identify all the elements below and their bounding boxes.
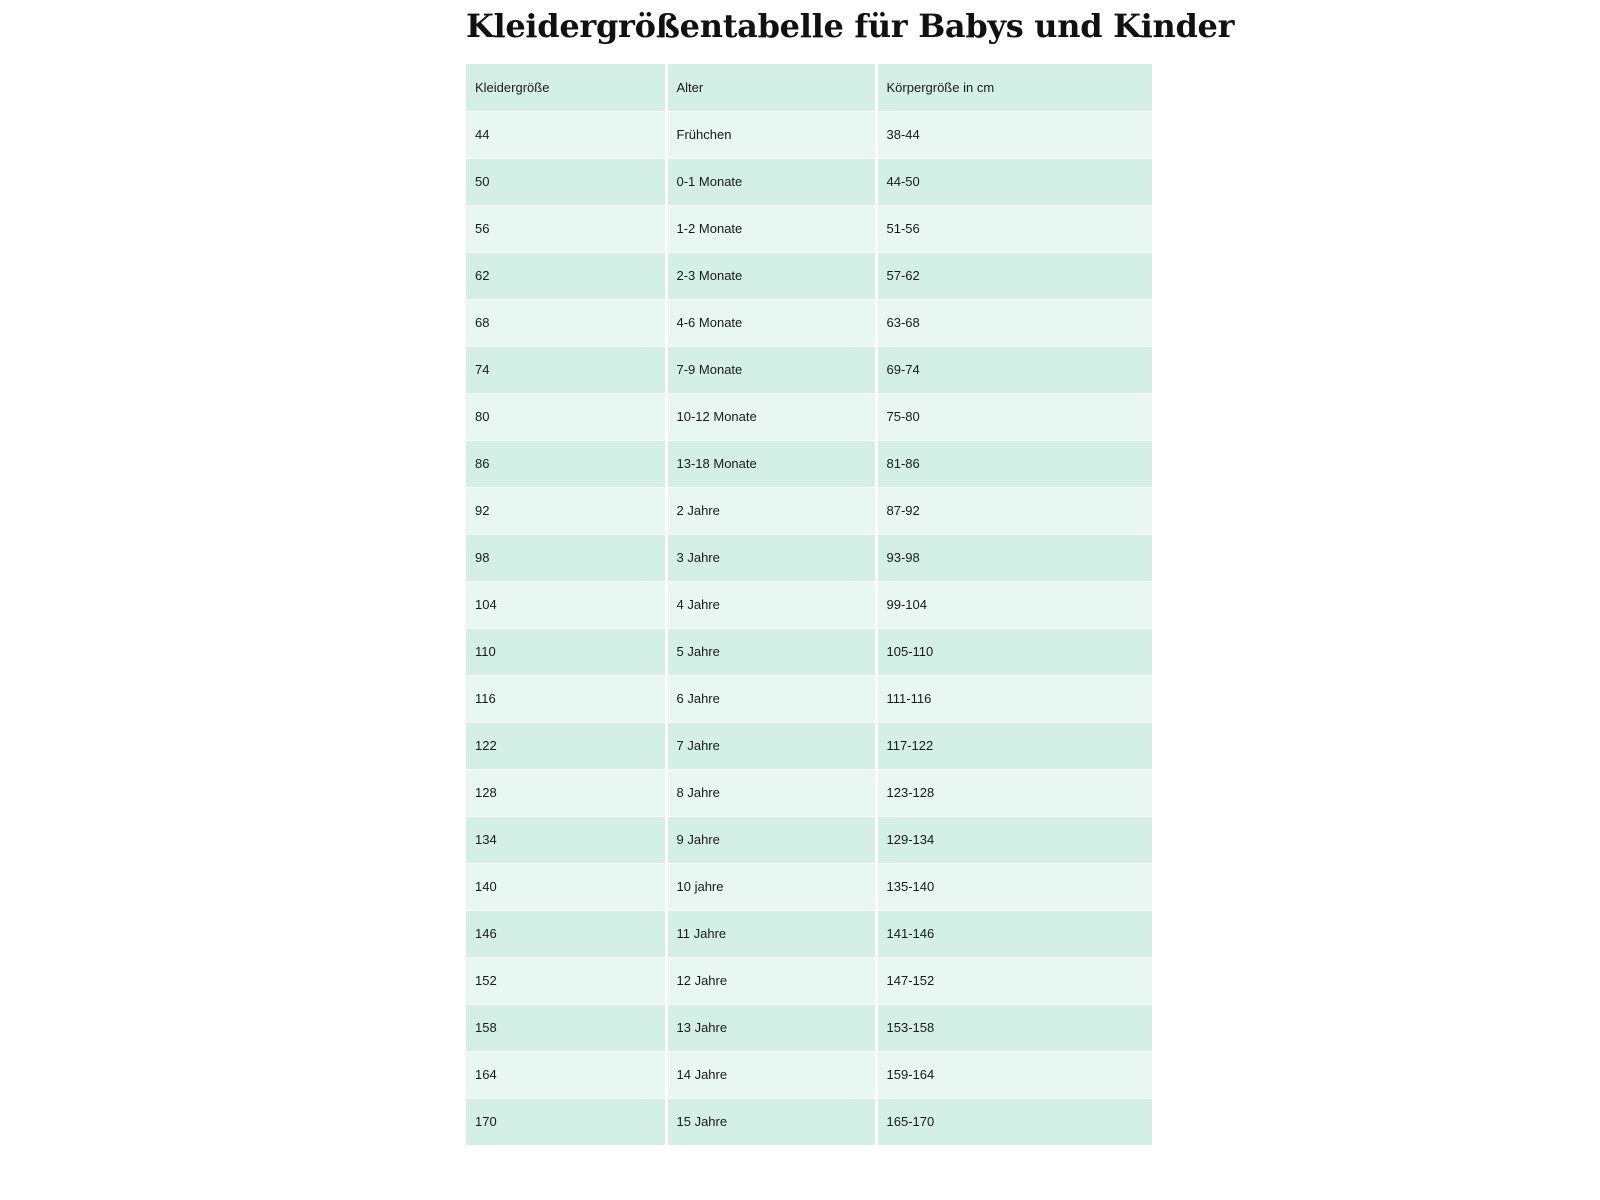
cell-clothing-size: 44 <box>466 111 666 158</box>
table-row <box>466 205 1152 252</box>
cell-age: 10-12 Monate <box>666 393 876 440</box>
table-row <box>466 1004 1152 1051</box>
cell-body-height: 93-98 <box>876 534 1152 581</box>
page-title: Kleidergrößentabelle für Babys und Kinder <box>466 7 1235 45</box>
cell-body-height: 69-74 <box>876 346 1152 393</box>
cell-clothing-size: 122 <box>466 722 666 769</box>
cell-body-height: 141-146 <box>876 910 1152 957</box>
header-clothing-size: Kleidergröße <box>466 64 666 111</box>
cell-clothing-size: 134 <box>466 816 666 863</box>
cell-age: 13-18 Monate <box>666 440 876 487</box>
cell-age: 8 Jahre <box>666 769 876 816</box>
table-row <box>466 111 1152 158</box>
table-row <box>466 534 1152 581</box>
cell-age: 6 Jahre <box>666 675 876 722</box>
cell-age: 2-3 Monate <box>666 252 876 299</box>
cell-age: 13 Jahre <box>666 1004 876 1051</box>
cell-clothing-size: 128 <box>466 769 666 816</box>
table-row <box>466 487 1152 534</box>
cell-clothing-size: 86 <box>466 440 666 487</box>
table-row <box>466 1098 1152 1145</box>
table-row <box>466 440 1152 487</box>
cell-body-height: 99-104 <box>876 581 1152 628</box>
cell-body-height: 51-56 <box>876 205 1152 252</box>
cell-age: 4 Jahre <box>666 581 876 628</box>
cell-body-height: 63-68 <box>876 299 1152 346</box>
cell-clothing-size: 104 <box>466 581 666 628</box>
cell-body-height: 123-128 <box>876 769 1152 816</box>
size-chart-table <box>466 64 1152 1146</box>
cell-clothing-size: 80 <box>466 393 666 440</box>
cell-body-height: 57-62 <box>876 252 1152 299</box>
cell-age: Frühchen <box>666 111 876 158</box>
table-body <box>466 111 1152 1145</box>
cell-age: 12 Jahre <box>666 957 876 1004</box>
cell-age: 15 Jahre <box>666 1098 876 1145</box>
cell-age: 9 Jahre <box>666 816 876 863</box>
cell-clothing-size: 146 <box>466 910 666 957</box>
cell-clothing-size: 164 <box>466 1051 666 1098</box>
cell-age: 4-6 Monate <box>666 299 876 346</box>
table-row <box>466 393 1152 440</box>
cell-clothing-size: 170 <box>466 1098 666 1145</box>
table-row <box>466 863 1152 910</box>
cell-age: 7-9 Monate <box>666 346 876 393</box>
cell-clothing-size: 68 <box>466 299 666 346</box>
cell-age: 5 Jahre <box>666 628 876 675</box>
cell-clothing-size: 158 <box>466 1004 666 1051</box>
cell-clothing-size: 116 <box>466 675 666 722</box>
table-row <box>466 816 1152 863</box>
table-row <box>466 769 1152 816</box>
table-row <box>466 1051 1152 1098</box>
table-row <box>466 581 1152 628</box>
table-row <box>466 910 1152 957</box>
cell-body-height: 165-170 <box>876 1098 1152 1145</box>
table-row <box>466 252 1152 299</box>
cell-age: 10 jahre <box>666 863 876 910</box>
cell-body-height: 129-134 <box>876 816 1152 863</box>
cell-age: 7 Jahre <box>666 722 876 769</box>
table-row <box>466 628 1152 675</box>
cell-body-height: 81-86 <box>876 440 1152 487</box>
table-row <box>466 722 1152 769</box>
cell-age: 2 Jahre <box>666 487 876 534</box>
cell-clothing-size: 92 <box>466 487 666 534</box>
cell-age: 0-1 Monate <box>666 158 876 205</box>
cell-clothing-size: 56 <box>466 205 666 252</box>
table-row <box>466 299 1152 346</box>
cell-clothing-size: 152 <box>466 957 666 1004</box>
table-row <box>466 675 1152 722</box>
cell-body-height: 111-116 <box>876 675 1152 722</box>
cell-body-height: 135-140 <box>876 863 1152 910</box>
cell-clothing-size: 110 <box>466 628 666 675</box>
cell-clothing-size: 98 <box>466 534 666 581</box>
cell-body-height: 159-164 <box>876 1051 1152 1098</box>
table-header-row <box>466 64 1152 111</box>
cell-age: 3 Jahre <box>666 534 876 581</box>
cell-age: 14 Jahre <box>666 1051 876 1098</box>
cell-body-height: 38-44 <box>876 111 1152 158</box>
cell-clothing-size: 74 <box>466 346 666 393</box>
cell-clothing-size: 50 <box>466 158 666 205</box>
cell-body-height: 87-92 <box>876 487 1152 534</box>
cell-body-height: 153-158 <box>876 1004 1152 1051</box>
cell-body-height: 147-152 <box>876 957 1152 1004</box>
header-age: Alter <box>666 64 876 111</box>
header-body-height: Körpergröße in cm <box>876 64 1152 111</box>
table-row <box>466 158 1152 205</box>
cell-body-height: 44-50 <box>876 158 1152 205</box>
table-row <box>466 346 1152 393</box>
cell-age: 1-2 Monate <box>666 205 876 252</box>
cell-body-height: 105-110 <box>876 628 1152 675</box>
cell-clothing-size: 62 <box>466 252 666 299</box>
cell-age: 11 Jahre <box>666 910 876 957</box>
table-row <box>466 957 1152 1004</box>
cell-body-height: 117-122 <box>876 722 1152 769</box>
cell-clothing-size: 140 <box>466 863 666 910</box>
cell-body-height: 75-80 <box>876 393 1152 440</box>
